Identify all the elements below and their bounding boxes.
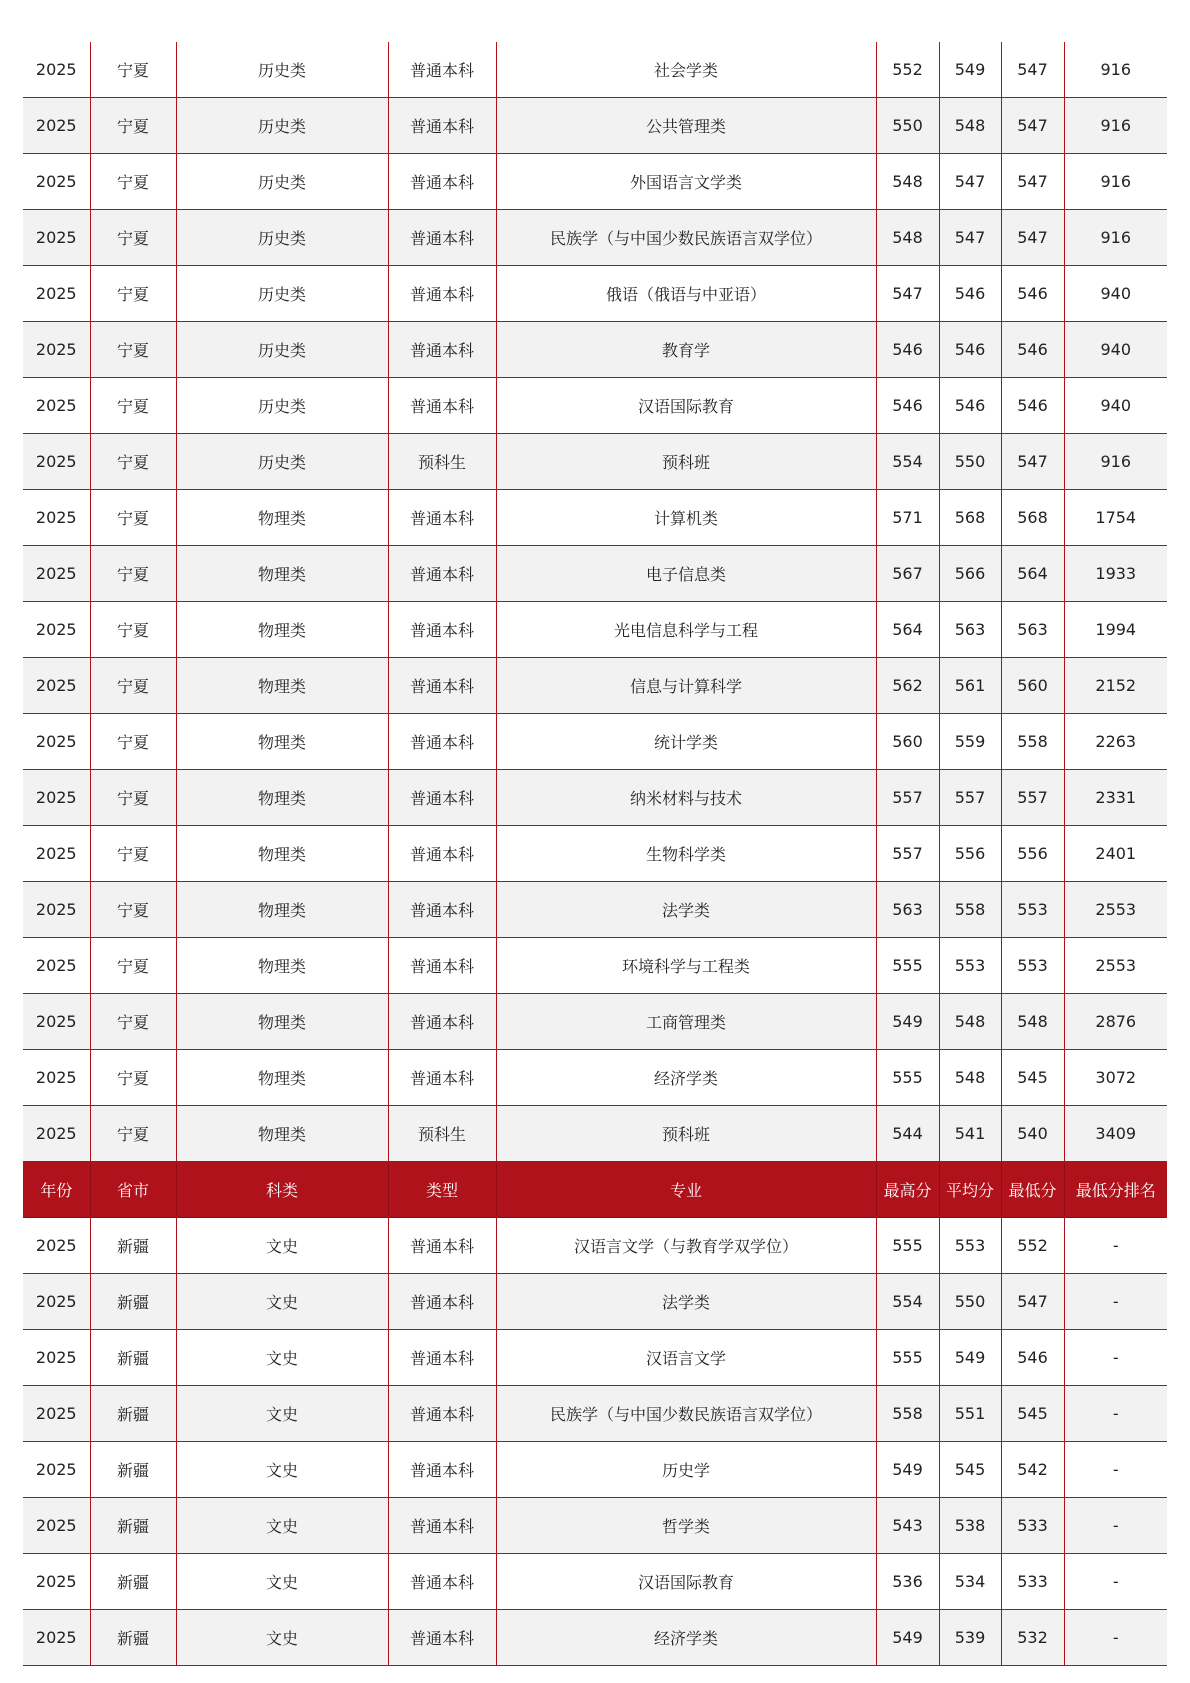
table-row [23, 1442, 1167, 1498]
cell-year: 2025 [23, 42, 90, 98]
cell-major: 纳米材料与技术 [496, 770, 876, 826]
cell-max-score: 554 [876, 1274, 939, 1330]
cell-subject: 物理类 [176, 770, 388, 826]
cell-max-score: 550 [876, 98, 939, 154]
cell-province: 新疆 [90, 1330, 176, 1386]
cell-year: 2025 [23, 98, 90, 154]
table-row [23, 546, 1167, 602]
cell-min-score: 533 [1001, 1554, 1064, 1610]
cell-min-rank: 2876 [1064, 994, 1167, 1050]
cell-province: 宁夏 [90, 42, 176, 98]
cell-province: 宁夏 [90, 490, 176, 546]
cell-max-score: 552 [876, 42, 939, 98]
cell-type: 普通本科 [388, 770, 496, 826]
header-min-score: 最低分 [1001, 1162, 1064, 1218]
cell-province: 宁夏 [90, 434, 176, 490]
cell-min-rank: - [1064, 1218, 1167, 1274]
cell-province: 宁夏 [90, 1050, 176, 1106]
cell-avg-score: 534 [939, 1554, 1001, 1610]
cell-avg-score: 557 [939, 770, 1001, 826]
cell-province: 宁夏 [90, 714, 176, 770]
cell-type: 普通本科 [388, 1386, 496, 1442]
table-row [23, 1610, 1167, 1666]
table-row [23, 938, 1167, 994]
cell-min-rank: - [1064, 1274, 1167, 1330]
cell-min-rank: 940 [1064, 378, 1167, 434]
cell-min-rank: 2331 [1064, 770, 1167, 826]
cell-min-rank: 3409 [1064, 1106, 1167, 1162]
cell-year: 2025 [23, 1386, 90, 1442]
cell-major: 历史学 [496, 1442, 876, 1498]
cell-min-rank: 2263 [1064, 714, 1167, 770]
cell-type: 普通本科 [388, 1330, 496, 1386]
cell-max-score: 555 [876, 938, 939, 994]
cell-major: 经济学类 [496, 1610, 876, 1666]
table-row [23, 826, 1167, 882]
cell-avg-score: 566 [939, 546, 1001, 602]
cell-max-score: 547 [876, 266, 939, 322]
header-province: 省市 [90, 1162, 176, 1218]
cell-major: 教育学 [496, 322, 876, 378]
cell-avg-score: 538 [939, 1498, 1001, 1554]
cell-major: 汉语言文学（与教育学双学位） [496, 1218, 876, 1274]
cell-avg-score: 561 [939, 658, 1001, 714]
cell-max-score: 546 [876, 322, 939, 378]
cell-subject: 物理类 [176, 882, 388, 938]
cell-type: 普通本科 [388, 938, 496, 994]
table-row [23, 1050, 1167, 1106]
cell-avg-score: 547 [939, 154, 1001, 210]
table-row [23, 42, 1167, 98]
cell-year: 2025 [23, 1554, 90, 1610]
cell-max-score: 555 [876, 1218, 939, 1274]
cell-max-score: 560 [876, 714, 939, 770]
cell-max-score: 544 [876, 1106, 939, 1162]
header-max-score: 最高分 [876, 1162, 939, 1218]
cell-min-rank: - [1064, 1610, 1167, 1666]
table-row [23, 154, 1167, 210]
cell-avg-score: 551 [939, 1386, 1001, 1442]
cell-type: 普通本科 [388, 1274, 496, 1330]
cell-min-rank: - [1064, 1554, 1167, 1610]
cell-type: 普通本科 [388, 1498, 496, 1554]
cell-province: 宁夏 [90, 266, 176, 322]
cell-major: 民族学（与中国少数民族语言双学位） [496, 210, 876, 266]
cell-max-score: 571 [876, 490, 939, 546]
cell-province: 新疆 [90, 1554, 176, 1610]
cell-major: 预科班 [496, 1106, 876, 1162]
cell-min-rank: 2152 [1064, 658, 1167, 714]
cell-province: 宁夏 [90, 378, 176, 434]
header-avg-score: 平均分 [939, 1162, 1001, 1218]
cell-major: 俄语（俄语与中亚语） [496, 266, 876, 322]
table-row [23, 714, 1167, 770]
ningxia-rows [23, 42, 1167, 1162]
cell-min-score: 546 [1001, 266, 1064, 322]
cell-type: 预科生 [388, 434, 496, 490]
cell-type: 普通本科 [388, 98, 496, 154]
cell-year: 2025 [23, 714, 90, 770]
cell-max-score: 554 [876, 434, 939, 490]
cell-max-score: 563 [876, 882, 939, 938]
cell-year: 2025 [23, 322, 90, 378]
cell-min-score: 542 [1001, 1442, 1064, 1498]
cell-major: 法学类 [496, 1274, 876, 1330]
cell-major: 信息与计算科学 [496, 658, 876, 714]
cell-avg-score: 539 [939, 1610, 1001, 1666]
cell-min-score: 556 [1001, 826, 1064, 882]
cell-max-score: 549 [876, 1610, 939, 1666]
table-row [23, 1274, 1167, 1330]
score-table [23, 42, 1167, 1666]
cell-type: 普通本科 [388, 826, 496, 882]
cell-max-score: 543 [876, 1498, 939, 1554]
table-row [23, 882, 1167, 938]
cell-type: 普通本科 [388, 42, 496, 98]
table-row [23, 658, 1167, 714]
cell-max-score: 557 [876, 770, 939, 826]
cell-type: 普通本科 [388, 322, 496, 378]
cell-year: 2025 [23, 938, 90, 994]
cell-min-rank: 2553 [1064, 882, 1167, 938]
cell-min-score: 553 [1001, 882, 1064, 938]
cell-avg-score: 546 [939, 378, 1001, 434]
cell-province: 新疆 [90, 1274, 176, 1330]
cell-min-score: 545 [1001, 1386, 1064, 1442]
header-type: 类型 [388, 1162, 496, 1218]
header-section [23, 1162, 1167, 1218]
cell-subject: 历史类 [176, 210, 388, 266]
cell-min-rank: 916 [1064, 210, 1167, 266]
cell-max-score: 567 [876, 546, 939, 602]
cell-subject: 历史类 [176, 378, 388, 434]
table-row [23, 378, 1167, 434]
cell-min-score: 547 [1001, 434, 1064, 490]
cell-subject: 物理类 [176, 826, 388, 882]
cell-subject: 文史 [176, 1442, 388, 1498]
cell-major: 预科班 [496, 434, 876, 490]
cell-max-score: 546 [876, 378, 939, 434]
cell-avg-score: 559 [939, 714, 1001, 770]
cell-min-score: 547 [1001, 1274, 1064, 1330]
cell-type: 普通本科 [388, 714, 496, 770]
cell-subject: 物理类 [176, 1050, 388, 1106]
cell-subject: 历史类 [176, 434, 388, 490]
cell-avg-score: 548 [939, 1050, 1001, 1106]
cell-max-score: 549 [876, 1442, 939, 1498]
cell-avg-score: 541 [939, 1106, 1001, 1162]
cell-year: 2025 [23, 1330, 90, 1386]
cell-max-score: 558 [876, 1386, 939, 1442]
cell-avg-score: 549 [939, 1330, 1001, 1386]
table-row [23, 602, 1167, 658]
cell-min-score: 568 [1001, 490, 1064, 546]
cell-year: 2025 [23, 266, 90, 322]
cell-type: 普通本科 [388, 1050, 496, 1106]
cell-max-score: 557 [876, 826, 939, 882]
cell-subject: 物理类 [176, 714, 388, 770]
cell-subject: 文史 [176, 1386, 388, 1442]
table-row [23, 1554, 1167, 1610]
table-row [23, 1330, 1167, 1386]
cell-min-rank: - [1064, 1330, 1167, 1386]
cell-type: 普通本科 [388, 266, 496, 322]
cell-min-score: 532 [1001, 1610, 1064, 1666]
cell-min-rank: 916 [1064, 98, 1167, 154]
cell-avg-score: 550 [939, 434, 1001, 490]
cell-type: 普通本科 [388, 154, 496, 210]
table-row [23, 490, 1167, 546]
cell-avg-score: 549 [939, 42, 1001, 98]
cell-province: 宁夏 [90, 98, 176, 154]
cell-max-score: 564 [876, 602, 939, 658]
cell-subject: 物理类 [176, 938, 388, 994]
table-row [23, 98, 1167, 154]
cell-min-rank: 940 [1064, 266, 1167, 322]
cell-subject: 文史 [176, 1554, 388, 1610]
cell-major: 汉语国际教育 [496, 1554, 876, 1610]
cell-year: 2025 [23, 154, 90, 210]
cell-year: 2025 [23, 490, 90, 546]
cell-type: 普通本科 [388, 602, 496, 658]
cell-min-rank: - [1064, 1442, 1167, 1498]
cell-type: 普通本科 [388, 490, 496, 546]
cell-min-score: 533 [1001, 1498, 1064, 1554]
cell-type: 普通本科 [388, 378, 496, 434]
cell-year: 2025 [23, 1610, 90, 1666]
cell-min-rank: - [1064, 1498, 1167, 1554]
cell-avg-score: 563 [939, 602, 1001, 658]
header-min-rank: 最低分排名 [1064, 1162, 1167, 1218]
cell-major: 环境科学与工程类 [496, 938, 876, 994]
cell-avg-score: 548 [939, 98, 1001, 154]
cell-year: 2025 [23, 378, 90, 434]
cell-province: 宁夏 [90, 602, 176, 658]
cell-year: 2025 [23, 770, 90, 826]
cell-year: 2025 [23, 882, 90, 938]
cell-min-score: 548 [1001, 994, 1064, 1050]
cell-subject: 历史类 [176, 98, 388, 154]
cell-min-score: 558 [1001, 714, 1064, 770]
cell-major: 电子信息类 [496, 546, 876, 602]
cell-year: 2025 [23, 602, 90, 658]
cell-major: 光电信息科学与工程 [496, 602, 876, 658]
cell-major: 民族学（与中国少数民族语言双学位） [496, 1386, 876, 1442]
cell-year: 2025 [23, 826, 90, 882]
cell-min-score: 547 [1001, 98, 1064, 154]
cell-min-rank: 940 [1064, 322, 1167, 378]
cell-type: 普通本科 [388, 994, 496, 1050]
cell-min-rank: 916 [1064, 42, 1167, 98]
cell-min-score: 557 [1001, 770, 1064, 826]
cell-year: 2025 [23, 994, 90, 1050]
cell-min-score: 552 [1001, 1218, 1064, 1274]
cell-year: 2025 [23, 210, 90, 266]
cell-subject: 历史类 [176, 266, 388, 322]
cell-major: 汉语国际教育 [496, 378, 876, 434]
cell-province: 宁夏 [90, 546, 176, 602]
cell-year: 2025 [23, 1050, 90, 1106]
cell-subject: 历史类 [176, 154, 388, 210]
cell-province: 宁夏 [90, 882, 176, 938]
cell-min-score: 545 [1001, 1050, 1064, 1106]
cell-province: 宁夏 [90, 826, 176, 882]
table-row [23, 322, 1167, 378]
cell-province: 宁夏 [90, 658, 176, 714]
cell-avg-score: 546 [939, 266, 1001, 322]
cell-type: 普通本科 [388, 1218, 496, 1274]
cell-year: 2025 [23, 1218, 90, 1274]
cell-avg-score: 558 [939, 882, 1001, 938]
cell-subject: 物理类 [176, 602, 388, 658]
cell-major: 统计学类 [496, 714, 876, 770]
cell-year: 2025 [23, 1442, 90, 1498]
cell-subject: 物理类 [176, 490, 388, 546]
cell-min-rank: 916 [1064, 154, 1167, 210]
cell-type: 普通本科 [388, 658, 496, 714]
cell-type: 普通本科 [388, 546, 496, 602]
cell-avg-score: 548 [939, 994, 1001, 1050]
cell-min-rank: 1994 [1064, 602, 1167, 658]
cell-major: 哲学类 [496, 1498, 876, 1554]
cell-province: 宁夏 [90, 770, 176, 826]
cell-major: 计算机类 [496, 490, 876, 546]
cell-max-score: 548 [876, 154, 939, 210]
cell-year: 2025 [23, 658, 90, 714]
cell-subject: 物理类 [176, 1106, 388, 1162]
cell-subject: 文史 [176, 1610, 388, 1666]
cell-max-score: 536 [876, 1554, 939, 1610]
table-row [23, 434, 1167, 490]
cell-major: 公共管理类 [496, 98, 876, 154]
cell-min-score: 540 [1001, 1106, 1064, 1162]
cell-avg-score: 547 [939, 210, 1001, 266]
cell-min-score: 547 [1001, 42, 1064, 98]
cell-type: 预科生 [388, 1106, 496, 1162]
cell-avg-score: 568 [939, 490, 1001, 546]
cell-type: 普通本科 [388, 1554, 496, 1610]
cell-avg-score: 546 [939, 322, 1001, 378]
cell-max-score: 555 [876, 1050, 939, 1106]
cell-subject: 历史类 [176, 42, 388, 98]
cell-min-score: 547 [1001, 154, 1064, 210]
cell-province: 宁夏 [90, 1106, 176, 1162]
cell-max-score: 548 [876, 210, 939, 266]
cell-major: 社会学类 [496, 42, 876, 98]
cell-year: 2025 [23, 1274, 90, 1330]
cell-min-score: 546 [1001, 322, 1064, 378]
admission-score-sheet [23, 42, 1167, 1666]
cell-subject: 物理类 [176, 994, 388, 1050]
cell-min-score: 563 [1001, 602, 1064, 658]
cell-subject: 文史 [176, 1274, 388, 1330]
cell-major: 法学类 [496, 882, 876, 938]
cell-avg-score: 553 [939, 938, 1001, 994]
cell-province: 宁夏 [90, 322, 176, 378]
cell-subject: 文史 [176, 1498, 388, 1554]
cell-subject: 物理类 [176, 658, 388, 714]
cell-min-rank: 1754 [1064, 490, 1167, 546]
cell-province: 宁夏 [90, 210, 176, 266]
cell-min-rank: 2553 [1064, 938, 1167, 994]
cell-avg-score: 550 [939, 1274, 1001, 1330]
cell-year: 2025 [23, 1106, 90, 1162]
cell-province: 宁夏 [90, 938, 176, 994]
cell-min-score: 546 [1001, 378, 1064, 434]
cell-subject: 物理类 [176, 546, 388, 602]
cell-min-rank: - [1064, 1386, 1167, 1442]
table-row [23, 210, 1167, 266]
cell-min-rank: 916 [1064, 434, 1167, 490]
cell-min-score: 560 [1001, 658, 1064, 714]
cell-province: 新疆 [90, 1442, 176, 1498]
table-row [23, 770, 1167, 826]
cell-min-score: 564 [1001, 546, 1064, 602]
table-row [23, 994, 1167, 1050]
cell-year: 2025 [23, 1498, 90, 1554]
cell-avg-score: 556 [939, 826, 1001, 882]
cell-province: 宁夏 [90, 154, 176, 210]
cell-major: 经济学类 [496, 1050, 876, 1106]
cell-min-score: 546 [1001, 1330, 1064, 1386]
cell-subject: 文史 [176, 1218, 388, 1274]
cell-province: 新疆 [90, 1386, 176, 1442]
xinjiang-rows [23, 1218, 1167, 1666]
table-header-row [23, 1162, 1167, 1218]
cell-avg-score: 545 [939, 1442, 1001, 1498]
cell-province: 新疆 [90, 1498, 176, 1554]
cell-min-rank: 1933 [1064, 546, 1167, 602]
table-row [23, 266, 1167, 322]
cell-type: 普通本科 [388, 210, 496, 266]
cell-major: 生物科学类 [496, 826, 876, 882]
cell-year: 2025 [23, 434, 90, 490]
table-row [23, 1106, 1167, 1162]
cell-max-score: 562 [876, 658, 939, 714]
cell-max-score: 555 [876, 1330, 939, 1386]
cell-type: 普通本科 [388, 1610, 496, 1666]
cell-major: 汉语言文学 [496, 1330, 876, 1386]
cell-avg-score: 553 [939, 1218, 1001, 1274]
cell-min-score: 547 [1001, 210, 1064, 266]
table-row [23, 1386, 1167, 1442]
cell-min-rank: 2401 [1064, 826, 1167, 882]
cell-min-rank: 3072 [1064, 1050, 1167, 1106]
cell-year: 2025 [23, 546, 90, 602]
header-subject: 科类 [176, 1162, 388, 1218]
cell-major: 外国语言文学类 [496, 154, 876, 210]
table-row [23, 1218, 1167, 1274]
cell-subject: 文史 [176, 1330, 388, 1386]
cell-subject: 历史类 [176, 322, 388, 378]
cell-major: 工商管理类 [496, 994, 876, 1050]
header-year: 年份 [23, 1162, 90, 1218]
cell-province: 新疆 [90, 1610, 176, 1666]
cell-type: 普通本科 [388, 882, 496, 938]
table-row [23, 1498, 1167, 1554]
header-major: 专业 [496, 1162, 876, 1218]
cell-type: 普通本科 [388, 1442, 496, 1498]
cell-province: 宁夏 [90, 994, 176, 1050]
cell-province: 新疆 [90, 1218, 176, 1274]
cell-min-score: 553 [1001, 938, 1064, 994]
cell-max-score: 549 [876, 994, 939, 1050]
